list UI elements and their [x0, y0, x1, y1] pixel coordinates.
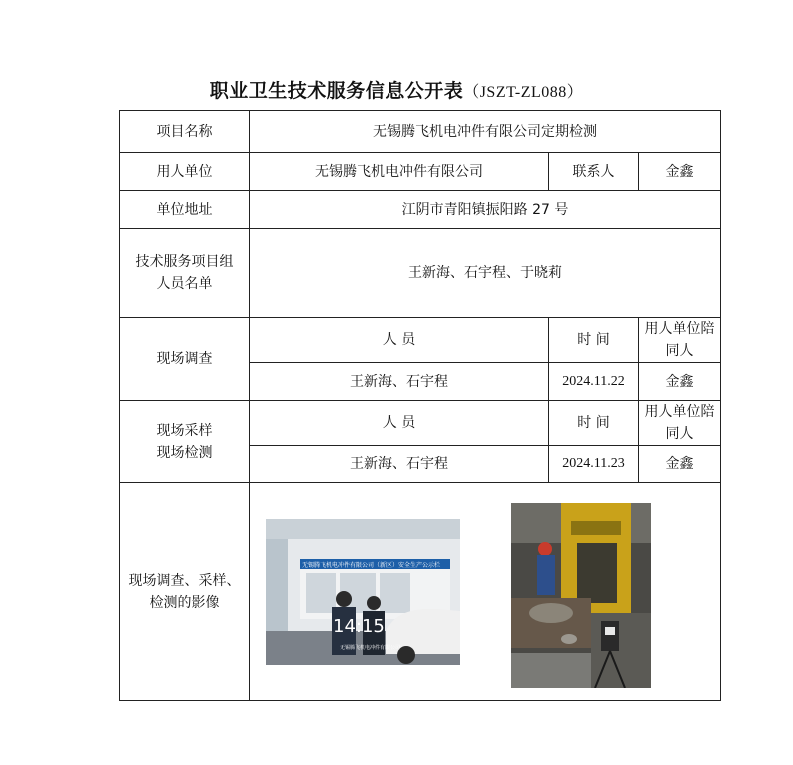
address-value: 江阴市青阳镇振阳路 27 号: [250, 191, 721, 229]
project-label: 项目名称: [120, 111, 250, 153]
row-images: [120, 483, 721, 701]
title-text: 职业卫生技术服务信息公开表: [209, 80, 464, 102]
info-table: [119, 110, 721, 701]
sampling-label: [120, 401, 250, 483]
project-value: 无锡腾飞机电冲件有限公司定期检测: [250, 111, 721, 153]
sampling-photo-graphic: [511, 503, 651, 688]
page-title: [0, 76, 793, 103]
form-code: （JSZT-ZL088）: [463, 84, 584, 101]
contact-value: 金鑫: [639, 153, 721, 191]
sampling-label-line1: 现场采样: [156, 422, 213, 439]
photo-caption: 无锡腾飞机电冲件有限公司: [340, 644, 401, 651]
survey-date: 2024.11.22: [549, 363, 639, 401]
row-project: [120, 111, 721, 153]
survey-label: 现场调查: [120, 318, 250, 401]
images-label-line1: 现场调查、采样、: [128, 572, 241, 589]
team-label-line2: 人员名单: [156, 276, 213, 292]
employer-label: 用人单位: [120, 153, 250, 191]
employer-value: 无锡腾飞机电冲件有限公司: [250, 153, 549, 191]
site-photo-sampling: [511, 503, 651, 688]
survey-photo-graphic: [266, 519, 460, 665]
survey-header-time: 时 间: [549, 318, 639, 363]
photo-timestamp: 14:15: [333, 615, 385, 637]
row-team: [120, 229, 721, 318]
site-photo-survey: [266, 519, 460, 665]
images-label: [120, 483, 250, 701]
survey-header-people: 人 员: [250, 318, 549, 363]
team-label: [120, 229, 250, 318]
images-label-line2: 检测的影像: [149, 594, 220, 611]
survey-people: 王新海、石宇程: [250, 363, 549, 401]
sampling-label-line2: 现场检测: [156, 444, 213, 461]
row-survey-header: [120, 318, 721, 363]
survey-header-companion: 用人单位陪同人: [639, 318, 721, 363]
images-cell: [250, 483, 721, 701]
contact-label: 联系人: [549, 153, 639, 191]
sign-text: 无锡腾飞机电冲件有限公司（新区）安全生产公示栏: [302, 561, 441, 569]
sampling-header-people: 人 员: [250, 401, 549, 446]
sampling-header-companion: 用人单位陪同人: [639, 401, 721, 446]
sampling-companion: 金鑫: [639, 446, 721, 483]
row-address: [120, 191, 721, 229]
team-value: 王新海、石宇程、于晓莉: [250, 229, 721, 318]
row-employer: [120, 153, 721, 191]
sampling-header-time: 时 间: [549, 401, 639, 446]
team-label-line1: 技术服务项目组: [135, 254, 234, 270]
survey-companion: 金鑫: [639, 363, 721, 401]
sampling-people: 王新海、石宇程: [250, 446, 549, 483]
sampling-date: 2024.11.23: [549, 446, 639, 483]
row-sampling-header: [120, 401, 721, 446]
photos-container: [250, 484, 720, 700]
address-label: 单位地址: [120, 191, 250, 229]
